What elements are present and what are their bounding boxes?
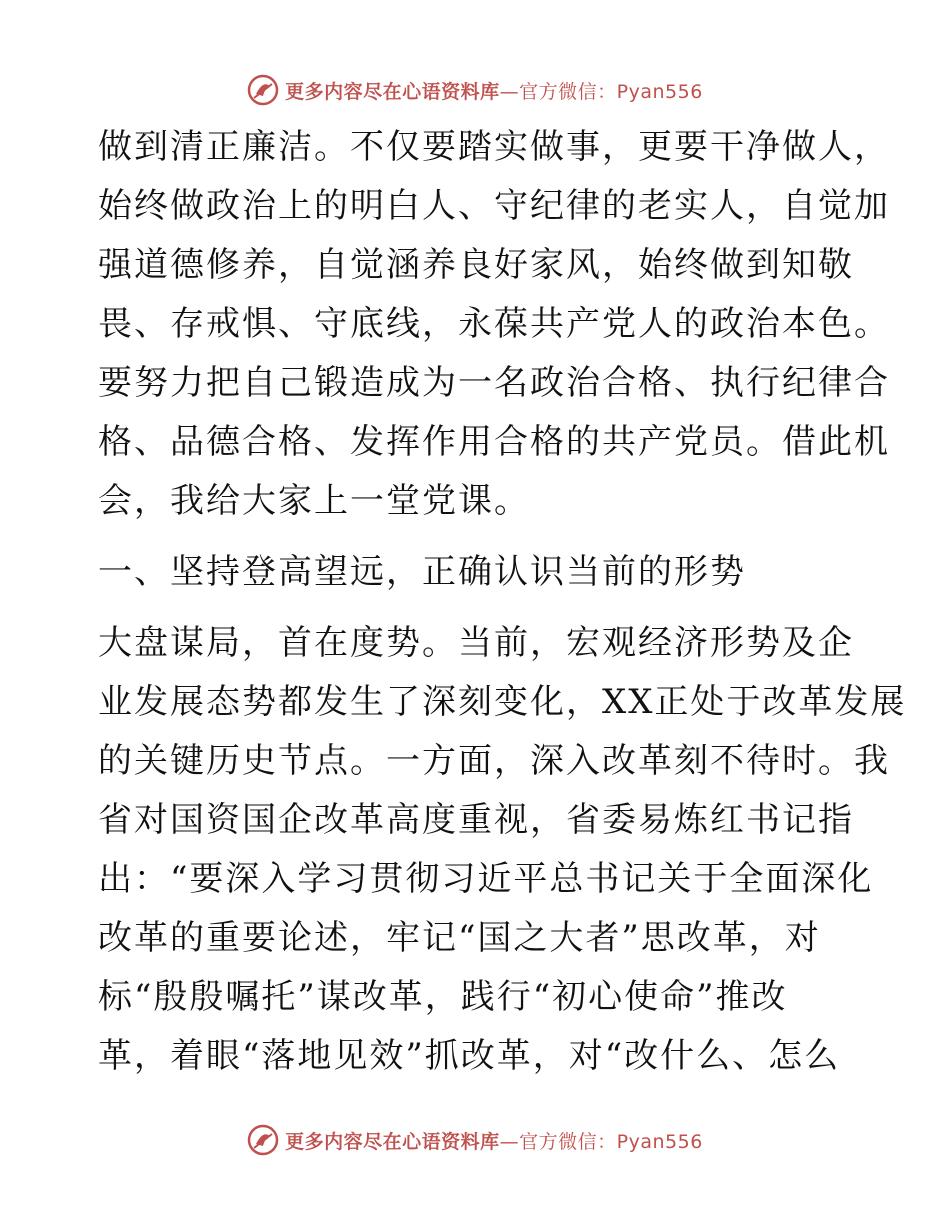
body-line: 会，我给大家上一堂党课。 xyxy=(98,481,530,521)
body-line: 出：“要深入学习贯彻习近平总书记关于全面深化 xyxy=(98,859,874,899)
body-line: 改革的重要论述，牢记“国之大者”思改革，对 xyxy=(98,918,821,958)
body-line: 做到清正廉洁。不仅要踏实做事，更要干净做人， xyxy=(98,127,890,167)
body-line: 强道德修养，自觉涵养良好家风，始终做到知敬 xyxy=(98,245,854,285)
logo-icon xyxy=(247,1124,279,1156)
header-banner-contact: —官方微信：Pyan556 xyxy=(499,80,703,103)
document-body xyxy=(98,118,907,1086)
page-footer xyxy=(0,1120,950,1160)
body-line: 革，着眼“落地见效”抓改革，对“改什么、怎么 xyxy=(98,1036,841,1076)
body-line: 要努力把自己锻造成为一名政治合格、执行纪律合 xyxy=(98,363,890,403)
footer-banner-contact: —官方微信：Pyan556 xyxy=(499,1130,703,1153)
body-line: 始终做政治上的明白人、守纪律的老实人，自觉加 xyxy=(98,186,890,226)
body-line: 大盘谋局，首在度势。当前，宏观经济形势及企 xyxy=(98,623,854,663)
body-line: 业发展态势都发生了深刻变化，XX正处于改革发展 xyxy=(98,682,907,722)
footer-banner-title: 更多内容尽在心语资料库 xyxy=(285,1130,500,1153)
section-heading: 一、坚持登高望远，正确认识当前的形势 xyxy=(98,552,746,592)
page-header xyxy=(0,70,950,110)
body-line: 标“殷殷嘱托”谋改革，践行“初心使命”推改 xyxy=(98,977,788,1017)
body-line: 畏、存戒惧、守底线，永葆共产党人的政治本色。 xyxy=(98,304,890,344)
logo-icon xyxy=(247,74,279,106)
body-line: 省对国资国企改革高度重视，省委易炼红书记指 xyxy=(98,800,854,840)
body-line: 的关键历史节点。一方面，深入改革刻不待时。我 xyxy=(98,741,890,781)
header-banner-title: 更多内容尽在心语资料库 xyxy=(285,80,500,103)
body-line: 格、品德合格、发挥作用合格的共产党员。借此机 xyxy=(98,422,890,462)
